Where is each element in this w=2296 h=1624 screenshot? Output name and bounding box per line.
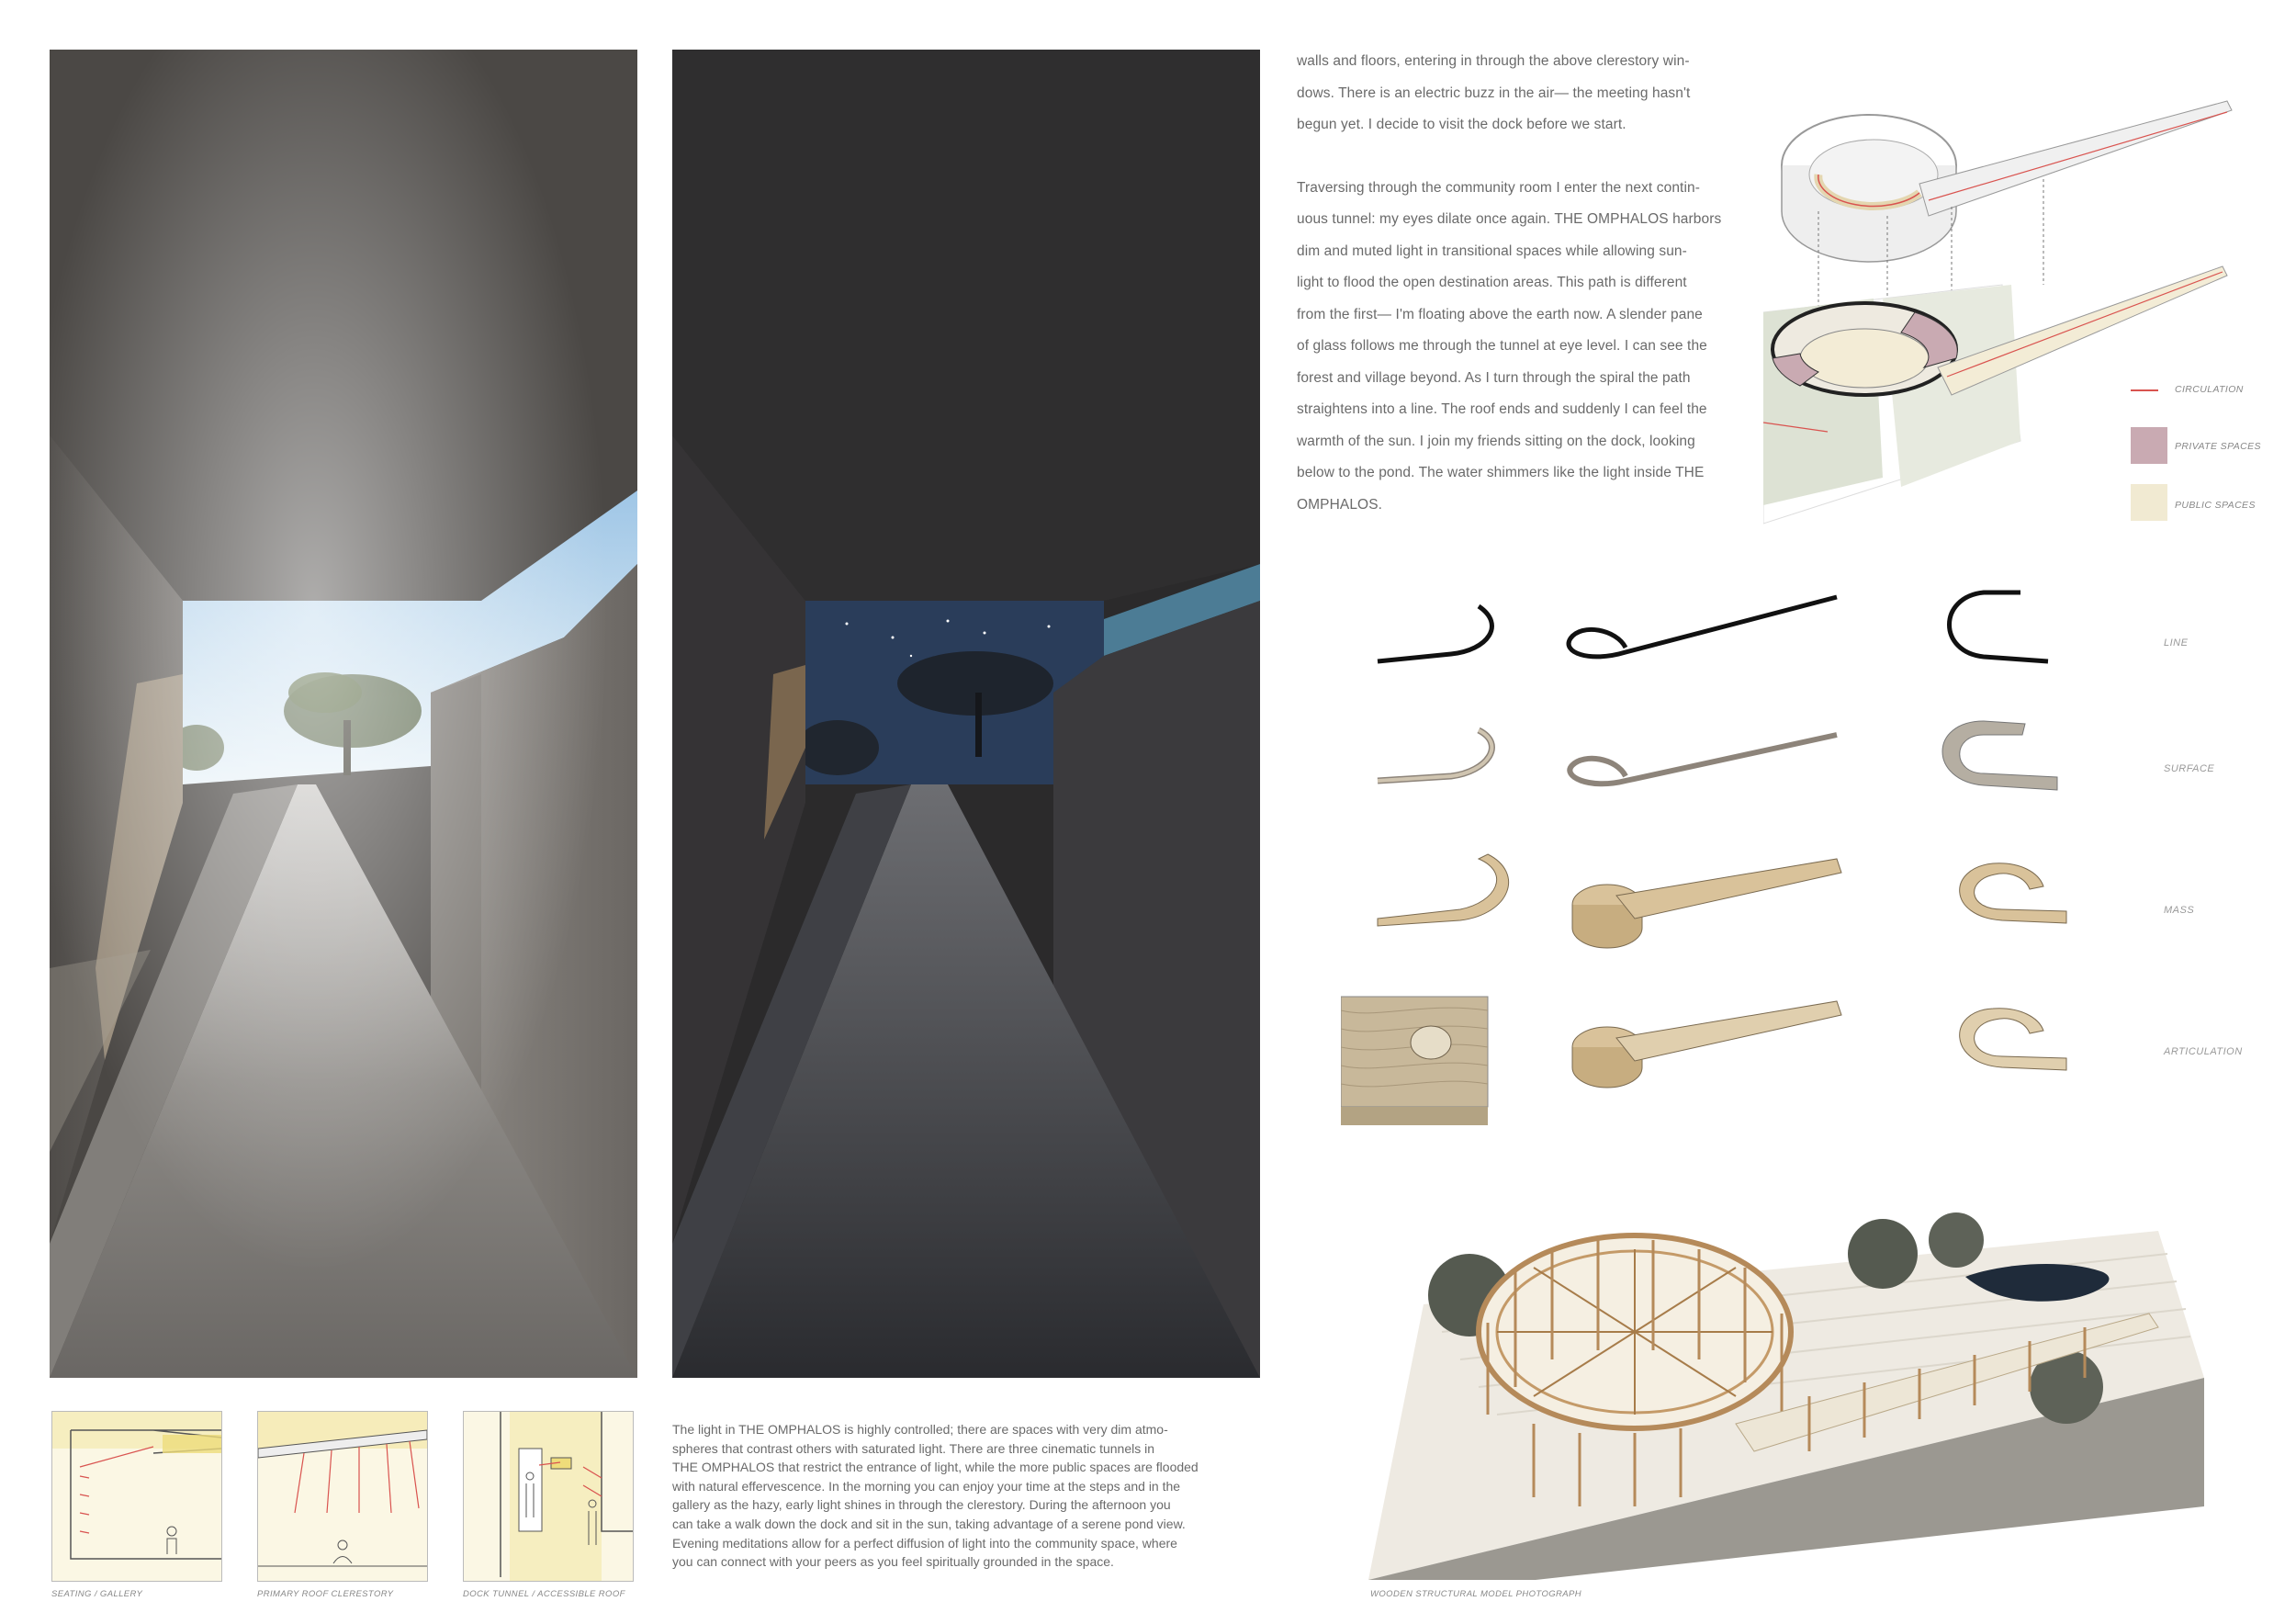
legend-circulation-label: CIRCULATION (2175, 384, 2244, 395)
legend (2131, 377, 2278, 533)
caption-line: you can connect with your peers as you feel spiritually grounded in the space. (672, 1554, 1114, 1570)
circulation-swatch (2131, 389, 2158, 391)
night-tunnel-render (672, 50, 1260, 1378)
narrative-line: below to the pond. The water shimmers like the light inside THE (1297, 465, 1705, 480)
model-caption: WOODEN STRUCTURAL MODEL PHOTOGRAPH (1370, 1589, 1582, 1599)
thumbnail-dock-tunnel (463, 1411, 634, 1582)
caption-line: with natural effervescence. In the morning you can enjoy your time at the steps and in the (672, 1478, 1181, 1494)
day-tunnel-render (50, 50, 637, 1378)
narrative-line: dows. There is an electric buzz in the air— the meeting hasn't (1297, 85, 1691, 101)
row-label-mass: MASS (2164, 905, 2195, 916)
public-swatch (2131, 484, 2167, 521)
narrative-line: from the first— I'm floating above the earth now. A slender pane (1297, 306, 1703, 322)
caption-line: can take a walk down the dock and sit in the sun, taking advantage of a serene pond view. (672, 1516, 1186, 1531)
private-swatch (2131, 427, 2167, 464)
legend-public-label: PUBLIC SPACES (2175, 500, 2256, 511)
wooden-model-photo (1368, 1212, 2204, 1580)
legend-private-label: PRIVATE SPACES (2175, 441, 2261, 452)
caption-line: spheres that contrast others with saturated light. There are three cinematic tunnels in (672, 1440, 1155, 1456)
narrative-line: dim and muted light in transitional spaces while allowing sun- (1297, 242, 1687, 259)
row-label-line: LINE (2164, 637, 2189, 648)
caption-line: Evening meditations allow for a perfect diffusion of light into the community space, where (672, 1535, 1177, 1551)
thumbnail-label-seating: SEATING / GALLERY (51, 1589, 143, 1599)
narrative-line: light to flood the open destination areas. This path is different (1297, 275, 1687, 290)
narrative-line: walls and floors, entering in through the above clerestory win- (1297, 53, 1690, 69)
narrative-line: straightens into a line. The roof ends and suddenly I can feel the (1297, 401, 1707, 417)
row-label-surface: SURFACE (2164, 763, 2215, 774)
caption-line: The light in THE OMPHALOS is highly controlled; there are spaces with very dim atmo- (672, 1422, 1168, 1437)
light-caption-paragraph (672, 1420, 1260, 1572)
thumbnail-label-dock-tunnel: DOCK TUNNEL / ACCESSIBLE ROOF (463, 1589, 625, 1599)
thumbnail-primary-roof-clerestory (257, 1411, 428, 1582)
caption-line: gallery as the hazy, early light shines in through the clerestory. During the afternoon you (672, 1497, 1171, 1513)
narrative-text (1297, 46, 1728, 521)
row-label-articulation: ARTICULATION (2164, 1046, 2243, 1057)
narrative-line: begun yet. I decide to visit the dock before we start. (1297, 117, 1626, 132)
narrative-line: uous tunnel: my eyes dilate once again. THE OMPHALOS harbors (1297, 211, 1722, 227)
narrative-line: of glass follows me through the tunnel at eye level. I can see the (1297, 338, 1707, 354)
narrative-line: OMPHALOS. (1297, 496, 1383, 513)
form-matrix (1341, 579, 2131, 1148)
thumbnail-seating-gallery (51, 1411, 222, 1582)
caption-line: THE OMPHALOS that restrict the entrance of light, while the more public spaces are flooded (672, 1460, 1199, 1475)
thumbnail-label-clerestory: PRIMARY ROOF CLERESTORY (257, 1589, 394, 1599)
narrative-line: Traversing through the community room I enter the next contin- (1297, 179, 1700, 196)
narrative-line: forest and village beyond. As I turn through the spiral the path (1297, 369, 1691, 386)
narrative-line: warmth of the sun. I join my friends sitting on the dock, looking (1297, 433, 1695, 449)
